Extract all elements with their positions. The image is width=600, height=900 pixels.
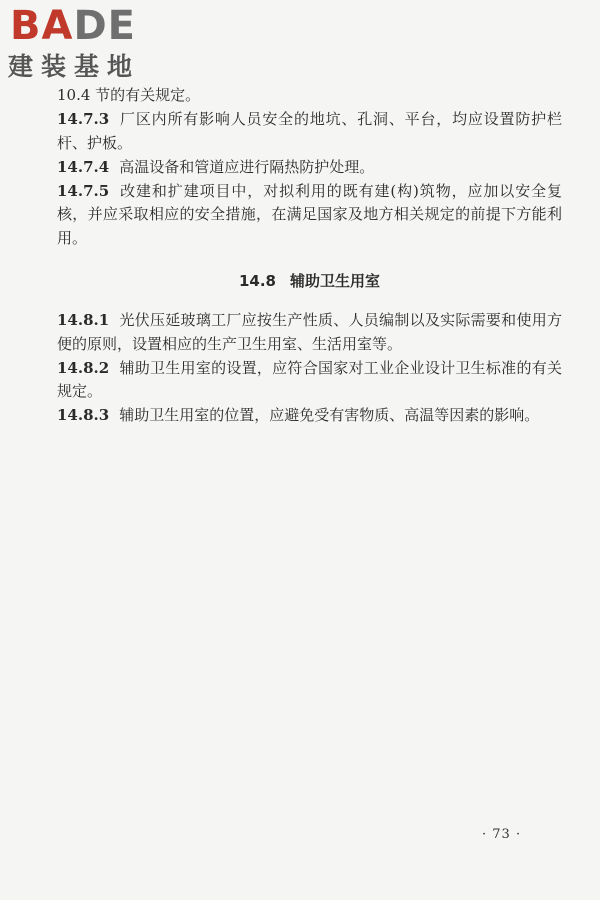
section-title: 辅助卫生用室 <box>290 272 381 290</box>
section-heading <box>57 270 562 291</box>
clause-text: 改建和扩建项目中，对拟利用的既有建(构)筑物，应加以安全复核，并应采取相应的安全措施，在满足国家及地方相关规定的前提下方能利用。 <box>57 181 562 247</box>
clause-14-8-3 <box>57 404 562 428</box>
section-number: 14.8 <box>238 272 276 290</box>
clause-14-8-1 <box>57 309 562 356</box>
logo-subtitle: 建装基地 <box>8 52 141 81</box>
clause-text: 厂区内所有影响人员安全的地坑、孔洞、平台，均应设置防护栏杆、护板。 <box>57 110 562 152</box>
clause-number: 14.7.5 <box>57 181 110 200</box>
page-content <box>57 84 562 428</box>
clause-14-8-2 <box>57 357 562 404</box>
clause-text: 10.4 节的有关规定。 <box>57 86 201 104</box>
logo-wordmark-rest: DE <box>73 3 136 49</box>
clause-number: 14.7.4 <box>57 157 110 176</box>
clause-14-7-3 <box>57 108 562 155</box>
page-number: · 73 · <box>482 827 522 842</box>
bade-logo <box>8 4 178 86</box>
clause-text: 高温设备和管道应进行隔热防护处理。 <box>119 157 375 176</box>
clause-text: 辅助卫生用室的位置，应避免受有害物质、高温等因素的影响。 <box>119 406 540 424</box>
clause-continuation <box>57 84 562 108</box>
clause-14-7-4 <box>57 156 562 180</box>
clause-number: 14.8.3 <box>57 406 110 424</box>
logo-wordmark <box>10 4 178 48</box>
clause-number: 14.7.3 <box>57 110 110 128</box>
clause-number: 14.8.2 <box>57 358 110 377</box>
clause-text: 光伏压延玻璃工厂应按生产性质、人员编制以及实际需要和使用方便的原则，设置相应的生产卫生用室、生活用室等。 <box>57 311 562 353</box>
clause-text: 辅助卫生用室的设置，应符合国家对工业企业设计卫生标准的有关规定。 <box>57 358 562 400</box>
clause-14-7-5 <box>57 180 562 251</box>
logo-wordmark-accent: BA <box>10 3 74 49</box>
clause-number: 14.8.1 <box>57 311 110 329</box>
